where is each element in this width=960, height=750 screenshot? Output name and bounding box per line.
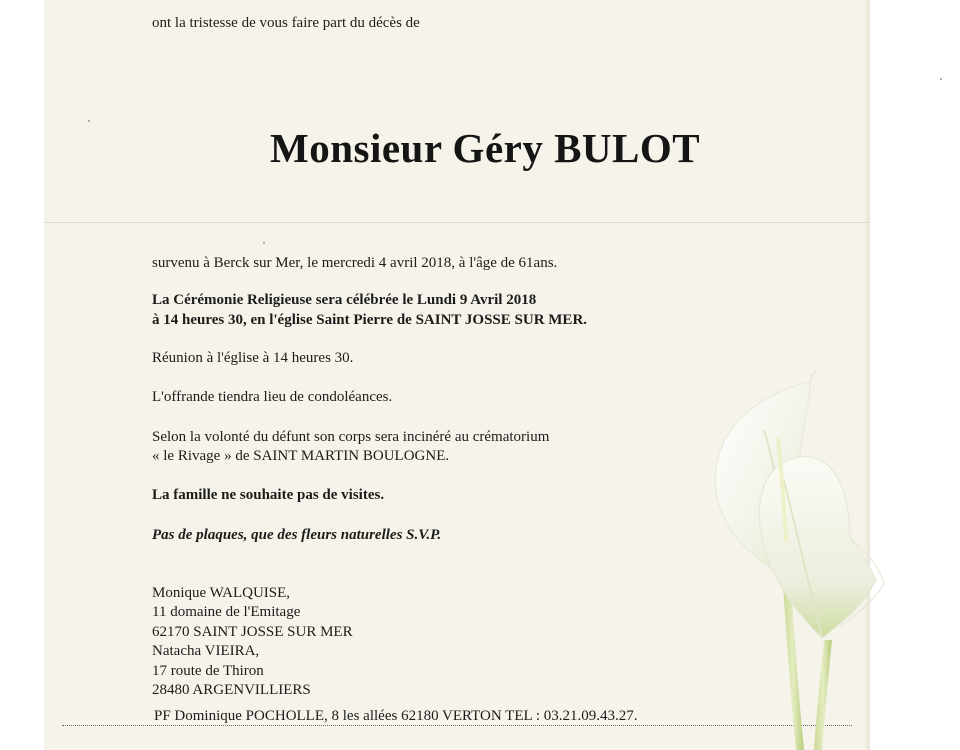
flowers-note: Pas de plaques, que des fleurs naturelles S.V.P.	[152, 527, 442, 543]
contact-line: Natacha VIEIRA,	[152, 643, 260, 659]
paper-speck	[88, 120, 90, 122]
death-notice: survenu à Berck sur Mer, le mercredi 4 avril 2018, à l'âge de 61ans.	[152, 255, 558, 271]
notice-page	[44, 0, 870, 750]
contact-line: 62170 SAINT JOSSE SUR MER	[152, 624, 353, 640]
fold-line	[44, 222, 870, 223]
ceremony-line-2: à 14 heures 30, en l'église Saint Pierre de SAINT JOSSE SUR MER.	[152, 312, 588, 328]
ceremony-line-1: La Cérémonie Religieuse sera célébrée le Lundi 9 Avril 2018	[152, 292, 537, 308]
paper-speck	[940, 78, 942, 80]
funeral-home-footer: PF Dominique POCHOLLE, 8 les allées 62180 VERTON TEL : 03.21.09.43.27.	[154, 708, 638, 724]
contact-line: 28480 ARGENVILLIERS	[152, 682, 311, 698]
no-visits-text: La famille ne souhaite pas de visites.	[152, 487, 385, 503]
contact-line: 17 route de Thiron	[152, 663, 264, 679]
paper-speck	[263, 242, 265, 244]
offering-text: L'offrande tiendra lieu de condoléances.	[152, 389, 393, 405]
cremation-line-2: « le Rivage » de SAINT MARTIN BOULOGNE.	[152, 448, 450, 464]
cremation-line-1: Selon la volonté du défunt son corps sera incinéré au crématorium	[152, 429, 550, 445]
calla-lily-illustration	[644, 370, 904, 750]
intro-text: ont la tristesse de vous faire part du décès de	[152, 15, 420, 31]
deceased-name: Monsieur Géry BULOT	[270, 125, 701, 171]
contact-line: 11 domaine de l'Emitage	[152, 604, 301, 620]
meeting-text: Réunion à l'église à 14 heures 30.	[152, 350, 354, 366]
contact-line: Monique WALQUISE,	[152, 585, 291, 601]
